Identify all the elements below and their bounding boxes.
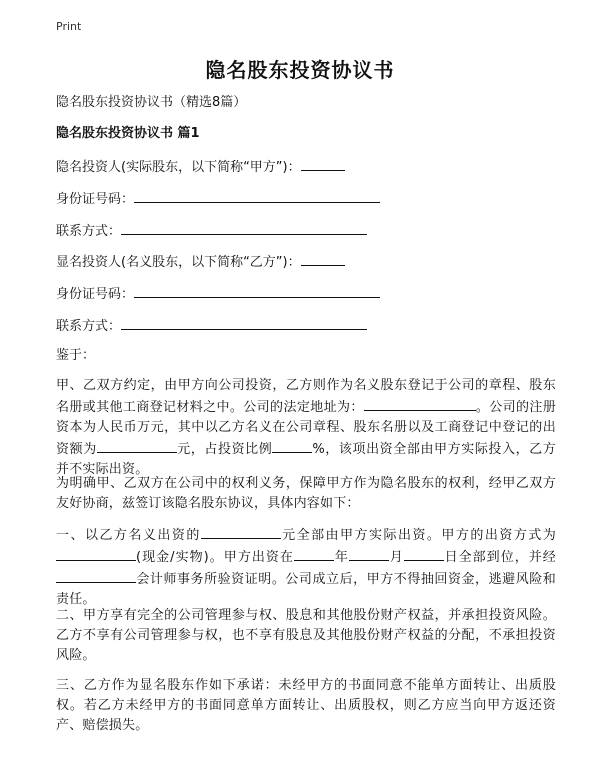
c1-text-f: 日全部到位，并经 bbox=[443, 550, 557, 565]
c1-text-a: 一、以乙方名义出资的 bbox=[56, 528, 201, 543]
clause-3: 三、乙方作为显名股东作如下承诺：未经甲方的书面同意不能单方面转让、出质股权。若乙方未经甲方的书面同意单方面转让、出质股权，则乙方应当向甲方返还资产、赔偿损失。 bbox=[56, 678, 556, 733]
c1-text-b: 元全部由甲方实际出资。甲方的出资方式为 bbox=[280, 528, 556, 543]
paragraph-2: 为明确甲、乙双方在公司中的权利义务，保障甲方作为隐名股东的权利，经甲乙双方友好协商，兹签订该隐名股东协议，具体内容如下： bbox=[56, 476, 556, 511]
amount-blank bbox=[97, 438, 177, 453]
capital-blank bbox=[201, 524, 281, 539]
document-subtitle: 隐名股东投资协议书（精选8篇） bbox=[56, 95, 247, 110]
nominal-investor-label: 显名投资人(名义股东，以下简称“乙方”)： bbox=[56, 255, 301, 270]
id-label-2: 身份证号码： bbox=[56, 287, 135, 302]
contact-blank-1 bbox=[121, 220, 367, 235]
id-blank-1 bbox=[134, 188, 380, 203]
p1-text-d: %，该项出资全部由甲方实际投入，乙方并不实际出资。 bbox=[56, 442, 557, 477]
p1-text-a: 甲、乙双方约定，由甲方向公司投资，乙方则作为名义股东登记于公司的章程、股东名册或其他工商登记材料之中。公司的法定地址为： bbox=[56, 378, 556, 415]
hidden-investor-blank bbox=[301, 156, 345, 171]
method-blank bbox=[56, 546, 136, 561]
paragraph-1 bbox=[56, 376, 556, 480]
contact-label-1: 联系方式： bbox=[56, 224, 122, 239]
contact-blank-2 bbox=[121, 315, 367, 330]
clause-1 bbox=[56, 524, 556, 610]
id-label-1: 身份证号码： bbox=[56, 192, 135, 207]
id-blank-2 bbox=[134, 283, 380, 298]
id-row-1 bbox=[56, 188, 380, 210]
whereas-label: 鉴于： bbox=[56, 348, 96, 363]
section-heading: 隐名股东投资协议书 篇1 bbox=[56, 126, 200, 141]
c1-text-c: (现金/实物)。甲方出资在 bbox=[136, 550, 294, 565]
c1-text-e: 月 bbox=[388, 550, 404, 565]
day-blank bbox=[404, 546, 444, 561]
clause-2: 二、甲方享有完全的公司管理参与权、股息和其他股份财产权益，并承担投资风险。乙方不享有公司管理参与权，也不享有股息及其他股份财产权益的分配，不承担投资风险。 bbox=[56, 608, 556, 663]
p1-text-b: 。公司的注册资本为人民币万元，其中以乙方名义在公司章程、股东名册以及工商登记中登记的出资额为 bbox=[56, 400, 556, 457]
contact-row-1 bbox=[56, 220, 367, 242]
c1-text-g: 会计师事务所验资证明。公司成立后，甲方不得抽回资金，逃避风险和责任。 bbox=[56, 572, 556, 607]
hidden-investor-row bbox=[56, 156, 345, 178]
hidden-investor-label: 隐名投资人(实际股东，以下简称“甲方”)： bbox=[56, 160, 301, 175]
nominal-investor-row bbox=[56, 251, 345, 273]
ratio-blank bbox=[272, 438, 312, 453]
document-title: 隐名股东投资协议书 bbox=[205, 58, 395, 82]
p1-text-c: 元，占投资比例 bbox=[176, 442, 273, 457]
month-blank bbox=[349, 546, 389, 561]
contact-row-2 bbox=[56, 315, 367, 337]
firm-blank bbox=[56, 568, 136, 583]
nominal-investor-blank bbox=[301, 251, 345, 266]
contact-label-2: 联系方式： bbox=[56, 319, 122, 334]
c1-text-d: 年 bbox=[333, 550, 349, 565]
year-blank bbox=[294, 546, 334, 561]
id-row-2 bbox=[56, 283, 380, 305]
address-blank bbox=[364, 396, 476, 411]
print-link[interactable]: Print bbox=[56, 20, 82, 33]
